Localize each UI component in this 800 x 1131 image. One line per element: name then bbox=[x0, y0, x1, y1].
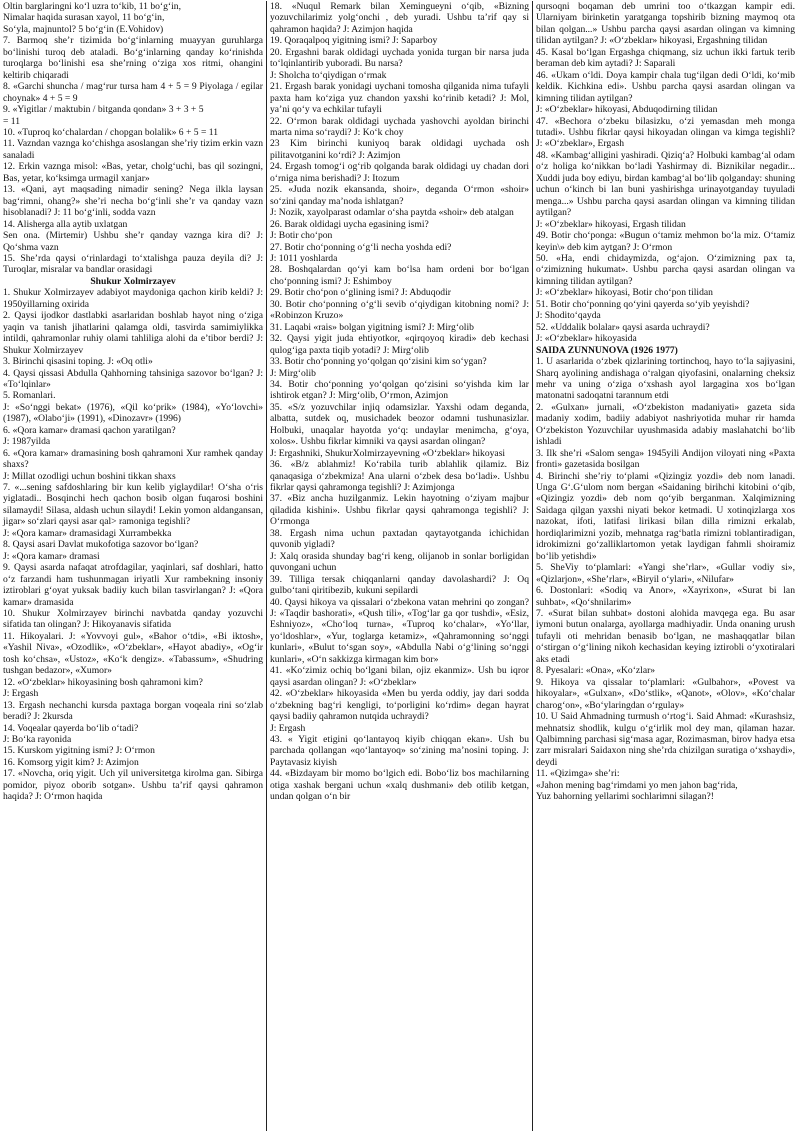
text-paragraph: 39. Tilliga tersak chiqqanlarni qanday davolashardi? J: Oq gulbo‘tani qiritibezib, kukuni sepilardi bbox=[270, 573, 529, 597]
text-paragraph: 48. «Kambag‘alligini yashiradi. Qiziq‘a? Holbuki kambag‘al odam o‘z holiga ko‘nikkan bo‘ladi Yashirmay di. Biznikilar negadir... Xuddi juda boy ediyu, birdan kambag‘al bo‘lib qolganday: shuning uchun o‘kinch bi lan buni yashirishga urinayotganday tuyuladi menga...» Ushbu parcha qaysi asardan olingan va kimning tilidan aytilgan? bbox=[536, 149, 795, 219]
text-paragraph: 4. Birinchi she’riy to‘plami «Qizingiz yozdi» deb nom lanadi. Unga G‘.G‘ulom nom bergan «Saidaning birihchi kitobini o‘qib, «Qizingiz yozdi» deb nom qo‘yib berganman. Xalqimizning Saidaga qilgan yaxshi niyati bekor ketmadi. U xotinqizlarga xos nazokat, ifoti, latifasi lirikasi bilan dilla rimizni erkalab, hordiqlarimizni yozib, mehnatga rag‘batla rimizni toblantiradigan, idrokimizni go‘zalliklartomon yetak laydigan fahmli shoiramiz bo‘lib yetishdi» bbox=[536, 470, 795, 562]
text-paragraph: 8. Pyesalari: «Ona», «Ko‘zlar» bbox=[536, 665, 656, 677]
text-column-middle bbox=[266, 1, 532, 1131]
text-paragraph: 11. Hikoyalari. J: «Yovvoyi gul», «Bahor o‘tdi», «Bi iktosh», «Yashil Niva», «Ozodlik», «O‘zbeklar», «Hayot abadiy», «Og‘ir tosh ko‘chsa», «Ustoz», «Ko‘k dengiz». «Tabassum», «Shudring tushgan bedazor», «Xumor» bbox=[3, 630, 263, 677]
text-paragraph: 6. «Qora kamar» dramasi qachon yaratilgan? bbox=[3, 424, 176, 436]
text-paragraph: 43. « Yigit etigini qo‘lantayoq kiyib chiqqan ekan». Ush bu parchada qollangan «qo‘lantayoq» so‘zining ma’nosini toping. J: Paytavasiz kiyish bbox=[270, 734, 529, 768]
text-paragraph: 7. «Surat bilan suhbat» dostoni alohida mavqega ega. Bu asar iymoni butun onalarga, ayollarga madhiyadir. Unda onaning urush tufayli oti mehridan benasib bo‘lgan, ne mashaqqatlar bilan o‘stirgan o‘g‘lining nikoh kechasidan keying iztirobli o‘yxotiralari aks etadi bbox=[536, 608, 795, 665]
text-paragraph: 25. «Juda nozik ekansanda, shoir», deganda O‘rmon «shoir» so‘zini qanday ma’noda ishlatgan? bbox=[270, 184, 529, 207]
text-paragraph: 9. Hikoya va qissalar to‘plamlari: «Gulbahor», «Povest va hikoyalar», «Gulxan», «Do‘stlik», «Qanot», «Olov», «Ko‘chalar charog‘on», «Bo‘ylaringdan o‘rgulay» bbox=[536, 676, 795, 711]
text-paragraph: J: «So‘nggi bekat» (1976), «Qil ko‘prik» (1984), «Yo‘lovchi» (1987), «Olabo‘ji» (1991), «Dinozavr» (1996) bbox=[3, 401, 263, 425]
text-paragraph: 8. Qaysi asari Davlat mukofotiga sazovor bo‘lgan? bbox=[3, 539, 199, 551]
text-paragraph: J: Ergash bbox=[270, 722, 306, 734]
text-paragraph: 37. «Biz ancha huzilganmiz. Lekin hayotning o‘ziyam majbur qiladida kishini». Ushbu fikrlar qaysi qahramonga tegishli? J: O‘rmonga bbox=[270, 493, 529, 528]
text-paragraph: 5. Romanlari. bbox=[3, 390, 56, 402]
text-paragraph: 38. Ergash nima uchun paxtadan qaytayotganda ichichidan quvonib yigladi? bbox=[270, 527, 529, 551]
text-paragraph: 5. SheViy to‘plamlari: «Yangi she’rlar», «Gullar vodiy si», «Qizlarjon», «She’rlar», «Biryil o‘ylari», «Nilufar» bbox=[536, 562, 795, 585]
text-paragraph: Oltin barglaringni ko‘l uzra to‘kib, 11 bo‘g‘in, bbox=[3, 1, 181, 12]
text-paragraph: 49. Botir cho‘ponga: «Bugun o‘tamiz mehmon bo‘la miz. O‘tamiz keyin\» deb kim aytgan? J: O‘rmon bbox=[536, 230, 795, 253]
text-paragraph: 36. «B/z ablahmiz! Ko‘rabila turib ablahlik qilamiz. Biz qanaqasiga o‘zbekmiza! Ana ularni o‘zbek desa bo‘ladi». Ushbu fikrlar qaysi qahramonga tegishli? J: Azimjonga bbox=[270, 459, 529, 494]
text-paragraph: 35. «S/z yozuvchilar injiq odamsizlar. Yaxshi odam deganda, albatta, sutdek oq, musichadek beozor odamni tushunasizlar. Holbuki, unaqalar hayotda yo‘q: undaylar menimcha, g‘oya, xolos». Ushbu fikrlar kimniki va qaysi asardan olingan? bbox=[270, 401, 529, 448]
text-paragraph: 10. Shukur Xolmirzayev birinchi navbatda qanday yozuvchi sifatida tan olingan? J: Hikoyanavis sifatida bbox=[3, 608, 263, 631]
text-paragraph: Shukur Xolmirzayev bbox=[90, 275, 176, 287]
text-paragraph: J: Ergash bbox=[3, 688, 39, 700]
text-paragraph: J: Bo‘ka rayonida bbox=[3, 734, 72, 745]
text-paragraph: 20. Ergashni barak oldidagi uychada yonida turgan bir narsa juda to‘lqinlantirib yuboradi. Bu narsa? bbox=[270, 46, 529, 70]
text-paragraph: 13. Ergash nechanchi kursda paxtaga borgan voqeala rini so‘zlab beradi? J: 2kursda bbox=[3, 699, 263, 723]
text-paragraph: J: Sholcha to‘qiydigan o‘rmak bbox=[270, 69, 387, 81]
text-paragraph: 41. «Ko‘zimiz ochiq bo‘lgani bilan, ojiz ekanmiz». Ush bu iqror qaysi asardan olingan? J: «O‘zbeklar» bbox=[270, 665, 529, 688]
text-paragraph: 23 Kim birinchi kuniyoq barak oldidagi uychada osh pilitavotganini ko‘rdi? J: Azimjon bbox=[270, 138, 529, 161]
text-paragraph: 44. «Bizdayam bir momo bo‘lgich edi. Bobo‘liz bos machilarning otiga xashak bergani uchun «xalq dushmani» deb otilib ketgan, undan qolgan o‘n bir bbox=[270, 768, 529, 803]
text-paragraph: 3. Birinchi qisasini toping. J: «Oq otli» bbox=[3, 356, 153, 368]
text-paragraph: 33. Botir cho‘ponning yo‘qolgan qo‘zisini kim so‘ygan? bbox=[270, 356, 487, 368]
text-paragraph: 12. «O‘zbeklar» hikoyasining bosh qahramoni kim? bbox=[3, 676, 203, 688]
text-paragraph: 1. Shukur Xolmirzayev adabiyot maydoniga qachon kirib keldi? J: 1950yillarning oxirida bbox=[3, 287, 263, 310]
text-paragraph: 32. Qaysi yigit juda ehtiyotkor, «qirqoyoq kiradi» deb kechasi qulog‘iga paxta tiqib yotadi? J: Mirg‘olib bbox=[270, 333, 529, 356]
text-paragraph: 27. Botir cho‘ponning o‘g‘li necha yoshda edi? bbox=[270, 241, 452, 253]
text-column-left bbox=[0, 1, 266, 1131]
text-paragraph: 6. «Qora kamar» dramasining bosh qahramoni Xur ramhek qanday shaxs? bbox=[3, 447, 263, 471]
text-paragraph: J: 1011 yoshlarda bbox=[270, 252, 338, 264]
text-paragraph: 19. Qoraqalpoq yigitning ismi? J: Saparboy bbox=[270, 35, 438, 47]
text-paragraph: 16. Komsorg yigit kim? J: Azimjon bbox=[3, 756, 139, 768]
text-paragraph: J: Shodito‘qayda bbox=[536, 310, 601, 322]
text-paragraph: = 11 bbox=[3, 115, 21, 127]
text-paragraph: Nimalar haqida surasan xayol, 11 bo‘g‘in, bbox=[3, 12, 165, 24]
text-paragraph: 29. Botir cho‘pon o‘glining ismi? J: Abduqodir bbox=[270, 287, 451, 299]
text-paragraph: 3. Ilk she’ri «Salom senga» 1945yili Andijon viloyati ning «Paxta fronti» gazetasida bosilgan bbox=[536, 447, 795, 471]
text-paragraph: 24. Ergash tomog‘i og‘rib qolganda barak oldidagi uy chadan dori o‘rniga nima berishadi? J: Itozum bbox=[270, 161, 529, 184]
text-paragraph: 7. Barmoq she’r tizimida bo‘g‘inlarning muayyan guruhlarga bo‘linishi turoq deb ataladi. Bo‘g‘inlarning qanday ko‘rinishda turoqlarga bo‘linishi esa she’rning o‘ziga xos ritmi, ohangini keltirib chiqaradi bbox=[3, 35, 263, 81]
text-paragraph: 51. Botir cho‘ponning qo‘yini qayerda so‘yib yeyishdi? bbox=[536, 298, 750, 310]
text-paragraph: 34. Botir cho‘ponning yo‘qolgan qo‘zisini so‘yishda kim lar ishtirok etgan? J: Mirg‘olib, O‘rmon, Azimjon bbox=[270, 378, 529, 402]
text-paragraph: J: Mirg‘olib bbox=[270, 367, 316, 379]
text-paragraph: 14. Alisherga alla aytib uxlatgan bbox=[3, 218, 128, 230]
text-paragraph: 47. «Bechora o‘zbeku bilasizku, o‘zi yemasdan meh monga tutadi». Ushbu fikrlar qaysi hikoyadan olingan va kimga tegishli? J: «O‘zbeklar», Ergash bbox=[536, 115, 795, 150]
text-paragraph: 2. Qaysi ijodkor dastlabki asarlaridan boshlab hayot ning o‘ziga yaqin va tanish jihatlarini qalamga oldi, tasvirda samimiylikka intildi, qahramonlar ruhiy olami tahliliga alohi da e’tibor berdi? J: Shukur Xolmirzayev bbox=[3, 310, 263, 356]
text-paragraph: J: «O‘zbeklar» hikoyasi, Botir cho‘pon tilidan bbox=[536, 287, 713, 299]
text-paragraph: 10. U Said Ahmadning turmush o‘rtog‘i. Said Ahmad: «Kurashsiz, mehnatsiz shodlik, kulgu o‘g‘irlik mol dey man, qilaman hazar. Qalbimning parchasi sig‘masa agar, Rozimasman, birov hadya etsa zarr misralari Saidaxon ning she’rda chizilgan suratiga o‘xshaydi», deydi bbox=[536, 711, 795, 768]
text-paragraph: 31. Laqabi «rais» bolgan yigitning ismi? J: Mirg‘olib bbox=[270, 321, 474, 333]
text-paragraph: Sen ona. (Mirtemir) Ushbu she’r qanday vaznga kira di? J: Qo‘shma vazn bbox=[3, 230, 263, 253]
text-paragraph: 21. Ergash barak yonidagi uychani tomosha qilganida nima tufayli paxta ham ko‘ziga yuz chandon yaxshi ko‘rinib ketadi? J: Mol, ya’ni qo‘y va echkilar tufayli bbox=[270, 81, 529, 116]
text-paragraph: J: Botir cho‘pon bbox=[270, 230, 333, 242]
text-paragraph: 4. Qaysi qissasi Abdulla Qahhorning tahsiniga sazovor bo‘lgan? J: «To‘lqinlar» bbox=[3, 367, 263, 390]
text-paragraph: 14. Voqealar qayerda bo‘lib o‘tadi? bbox=[3, 722, 139, 734]
text-paragraph: 1. U asarlarida o‘zbek qizlarining tortinchoq, hayo to‘la sajiyasini, Sharq ayolining andishaga o‘ralgan qiyofasini, onalarning cheksiz mehr va uning o‘ziga o‘xshash ayol largagina xos bo‘lgan matonatni sadoqatni tarannum etdi bbox=[536, 356, 795, 402]
text-paragraph: 22. O‘rmon barak oldidagi uychada yashovchi ayoldan birinchi marta nima so‘raydi? J: Ko‘k choy bbox=[270, 115, 529, 138]
text-paragraph: 50. «Ha, endi chidaymizda, og‘ajon. O‘zimizning pax ta, o‘zimizning hukumat». Ushbu parcha qaysi asardan olingan va kimning tilidan aytilgan? bbox=[536, 252, 795, 287]
text-paragraph: 6. Dostonlari: «Sodiq va Anor», «Xayrixon», «Surat bi lan suhbat», «Qo‘shnilarim» bbox=[536, 585, 795, 608]
text-paragraph: J: «Qora kamar» dramasi bbox=[3, 550, 100, 562]
text-paragraph: SAIDA ZUNNUNOVA (1926 1977) bbox=[536, 344, 678, 356]
text-paragraph: 13. «Qani, ayt maqsading nimadir sening? Nega ilkla laysan bag‘rimni, ohang?» she’ri necha bo‘g‘inli she’r va qanday vazn hisoblanadi? J: 11 bo‘g‘inli, sodda vazn bbox=[3, 184, 263, 219]
text-paragraph: J: «Qora kamar» dramasidagi Xurrambekka bbox=[3, 527, 172, 539]
text-paragraph: 9. «Yigitlar / maktubin / bitganda qondan» 3 + 3 + 5 bbox=[3, 104, 204, 116]
text-paragraph: 46. «Ukam o‘ldi. Doya kampir chala tug‘ilgan dedi O‘ldi, ko‘mib keldik. Kichkina edi». Ushbu parcha qaysi asardan olingan va kimning tilidan aytilgan? bbox=[536, 69, 795, 104]
text-paragraph: 42. «O‘zbeklar» hikoyasida «Men bu yerda oddiy, jay dari sodda o‘zbekning bag‘ri kengligi, to‘porligini ko‘rdim» degan hayrat qaysi badiiy qahramon nutqida uchraydi? bbox=[270, 688, 529, 723]
text-paragraph: J: 1987yilda bbox=[3, 436, 51, 448]
text-paragraph: 11. Vazndan vaznga ko‘chishga asoslangan she’riy tizim erkin vazn sanaladi bbox=[3, 138, 263, 161]
text-paragraph: 26. Barak oldidagi uycha egasining ismi? bbox=[270, 218, 429, 230]
text-paragraph: 52. «Uddalik bolalar» qaysi asarda uchraydi? bbox=[536, 321, 710, 333]
text-paragraph: 30. Botir cho‘ponning o‘g‘li sevib o‘qiydigan kitobning nomi? J: «Robinzon Kruzo» bbox=[270, 298, 529, 322]
text-paragraph: 10. «Tuproq ko‘chalardan / chopgan bolalik» 6 + 5 = 11 bbox=[3, 126, 219, 138]
text-paragraph: 18. «Nuqul Remark bilan Xemingueyni o‘qib, «Bizning yozuvchilarimiz yolg‘onchi , deb yuradi. Ushbu ta’rif qay si qahramon haqida? J: Azimjon haqida bbox=[270, 1, 529, 35]
text-paragraph: So‘yla, majnuntol? 5 bo‘g‘in (E.Vohidov) bbox=[3, 23, 164, 35]
text-paragraph: J: Ergashniki, ShukurXolmirzayevning «O‘zbeklar» hikoyasi bbox=[270, 447, 506, 459]
text-paragraph: J: Nozik, xayolparast odamlar o‘sha paytda «shoir» deb atalgan bbox=[270, 207, 514, 219]
text-paragraph: 11. «Qizimga» she’ri: bbox=[536, 768, 620, 780]
text-paragraph: 8. «Garchi shuncha / mag‘rur tursa ham 4 + 5 = 9 Piyolaga / egilar choynak» 4 + 5 = 9 bbox=[3, 81, 263, 104]
text-paragraph: qursoqni boqaman deb umrini too o‘tkazgan kampir edi. Ularniyam birinketin yaratganga topshirib bizning maymoq ota bilan qolgan...» Ushbu parcha qaysi asardan olingan va kimning tilidan aytilgan? J: «O‘zbeklar» hikoyasi, Ergashning tilidan bbox=[536, 1, 795, 47]
text-paragraph: J: «O‘zbeklar» hikoyasida bbox=[536, 333, 637, 345]
text-paragraph: J: «O‘zbeklar» hikoyasi, Abduqodirning tilidan bbox=[536, 104, 718, 116]
text-paragraph: 7. «...sening safdoshlaring bir kun kelib yiglaydilar! O‘sha o‘ris yiglatadi.. Bosqinchi hech qachon bosib olgan fuqarosi boshini silamaydi! Silasa, aldash uchun silaydi! Lekin yomon aldangansan, jigar» so‘zlari qaysi asar qal> ramoniga tegishli? bbox=[3, 482, 263, 528]
text-paragraph: 15. She’rda qaysi o‘rinlardagi to‘xtalishga pauza deyila di? J: Turoqlar, misralar va bandlar orasidagi bbox=[3, 252, 263, 276]
text-paragraph: 45. Kasal bo‘lgan Ergashga chiqmang, siz uchun ikki fartuk terib beraman deb kim aytadi? J: Saparali bbox=[536, 46, 795, 70]
text-paragraph: «Jahon mening bag‘rimdami yo men jahon bag‘rida, bbox=[536, 779, 738, 791]
text-paragraph: 40. Qaysi hikoya va qissalari o‘zbekona vatan mehrini qo zongan? J: «Taqdir bashorati», «Qush tili», «Tog‘lar ga qor tushdi», «Esiz, Eshniyoz», «Cho‘loq turna», «Tuproq ko‘chalar», «Yo‘llar, yo‘ldoshlar», «Yur, toglarga ketamiz», «Qahramonning so‘nggi kunlari», «Bulut to‘sgan soy», «Abdulla Nabi o‘g‘lining so‘nggi kunlari», «O‘n sakkizga kirmagan kim bor» bbox=[270, 596, 529, 665]
text-column-right bbox=[532, 1, 798, 1131]
text-paragraph: 12. Erkin vaznga misol: «Bas, yetar, cholg‘uchi, bas qil sozingni, Bas, yetar, ko‘ksimga urmagil xanjar» bbox=[3, 161, 263, 184]
text-paragraph: 2. «Gulxan» jurnali, «O‘zbekiston madaniyati» gazeta sida madaniy xodim, badiiy adabiyot nashriyotida muhar rir hamda O‘zbekiston Yozuvchilar uyushmasida adabiy maslahatchi bo‘lib ishladi bbox=[536, 401, 795, 448]
text-paragraph: 9. Qaysi asarda nafaqat atrofdagilar, yaqinlari, saf doshlari, hatto o‘z farzandi ham tushunmagan iriyatli Xur rambekning insoniy iztiroblari g‘oyat yuksak badiiy kuch bilan tasvirlangan? J: «Qora kamar» dramasida bbox=[3, 562, 263, 608]
text-paragraph: 15. Kurskom yigitning ismi? J: O‘rmon bbox=[3, 745, 155, 757]
text-paragraph: Yuz bahorning yellarimi sochlarimni silagan?! bbox=[536, 791, 714, 803]
text-paragraph: J: Millat ozodligi uchun boshini tikkan shaxs bbox=[3, 470, 176, 482]
text-paragraph: 17. «Novcha, oriq yigit. Uch yil universitetga kirolma gan. Sibirga pomidor, piyoz oborib sotgan». Ushbu ta’rif qaysi qahramon haqida? J: O‘rmon haqida bbox=[3, 768, 263, 803]
text-paragraph: J: Xalq orasida shunday bag‘ri keng, olijanob in sonlar borligidan quvongani uchun bbox=[270, 550, 529, 574]
text-paragraph: J: «O‘zbeklar» hikoyasi, Ergash tilidan bbox=[536, 218, 686, 230]
text-paragraph: 28. Boshqalardan qo‘yi kam bo‘lsa ham ordeni bor bo‘lgan cho‘ponning ismi? J: Eshimboy bbox=[270, 264, 529, 287]
